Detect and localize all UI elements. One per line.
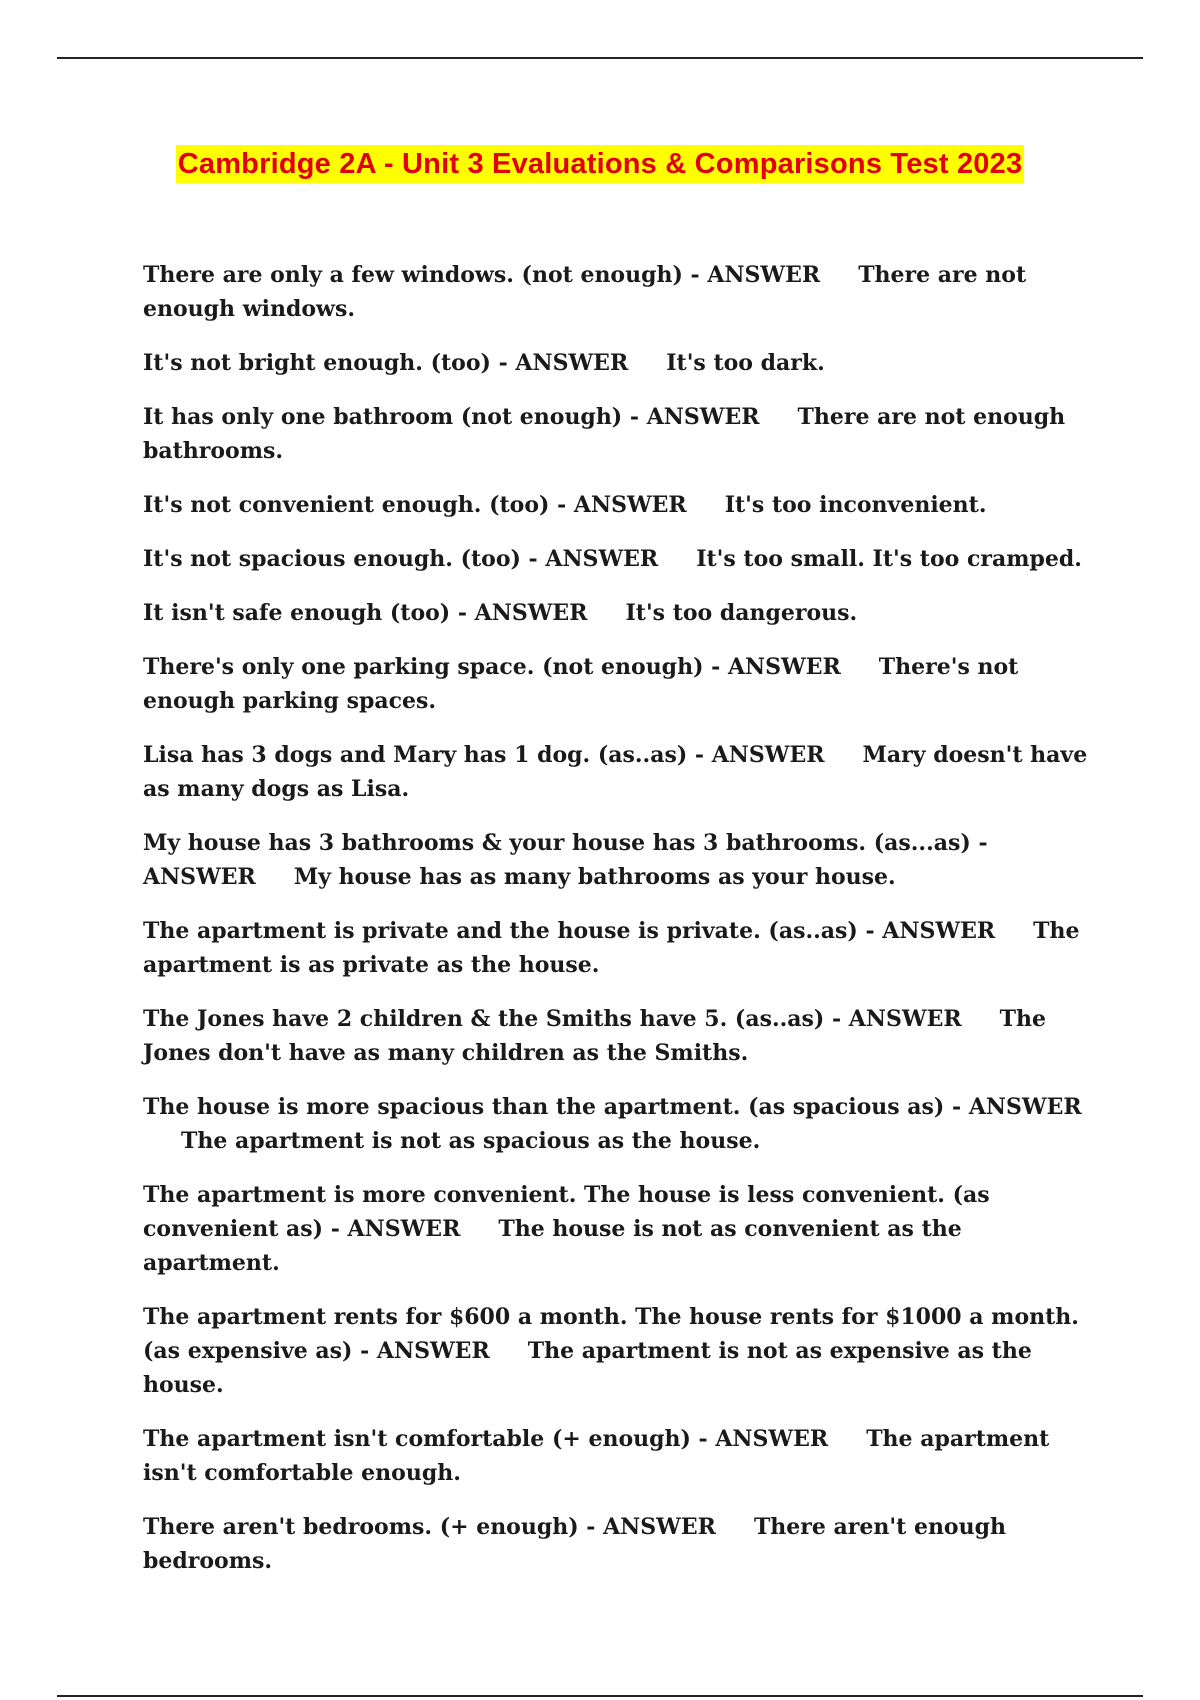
qa-item (143, 488, 1095, 522)
answer-text: It's too dark. (666, 350, 825, 376)
answer-text: There are not enough bathrooms. (143, 404, 1066, 464)
qa-item (143, 1300, 1095, 1402)
qa-item (143, 1422, 1095, 1490)
qa-item (143, 1510, 1095, 1578)
qa-item (143, 258, 1095, 326)
qa-item (143, 1090, 1095, 1158)
answer-text: The apartment is not as expensive as the house. (143, 1338, 1032, 1398)
answer-label: ANSWER (545, 546, 659, 572)
title-container (0, 145, 1200, 183)
answer-label: ANSWER (707, 262, 821, 288)
answer-label: ANSWER (474, 600, 588, 626)
answer-label: ANSWER (573, 492, 687, 518)
bottom-divider (57, 1695, 1143, 1697)
answer-label: ANSWER (711, 742, 825, 768)
answer-label: ANSWER (727, 654, 841, 680)
answer-text: There aren't enough bedrooms. (143, 1514, 1006, 1574)
answer-text: It's too dangerous. (625, 600, 858, 626)
answer-text: There are not enough windows. (143, 262, 1027, 322)
answer-text: Mary doesn't have as many dogs as Lisa. (143, 742, 1088, 802)
answer-text: The Jones don't have as many children as the Smiths. (143, 1006, 1046, 1066)
answer-label: ANSWER (376, 1338, 490, 1364)
question-text: There are only a few windows. (not enough) - (143, 262, 700, 288)
answer-label: ANSWER (715, 1426, 829, 1452)
question-text: The apartment rents for $600 a month. The house rents for $1000 a month. (as expensive as) - (143, 1304, 1079, 1364)
document-title: Cambridge 2A - Unit 3 Evaluations & Comparisons Test 2023 (176, 145, 1025, 183)
answer-label: ANSWER (968, 1094, 1082, 1120)
question-text: It's not convenient enough. (too) - (143, 492, 567, 518)
question-text: The house is more spacious than the apartment. (as spacious as) - (143, 1094, 962, 1120)
question-text: It has only one bathroom (not enough) - (143, 404, 640, 430)
qa-item (143, 914, 1095, 982)
answer-label: ANSWER (603, 1514, 716, 1540)
answer-text: It's too small. It's too cramped. (696, 546, 1082, 572)
answer-text: The house is not as convenient as the apartment. (143, 1216, 962, 1276)
qa-item (143, 596, 1095, 630)
qa-item (143, 542, 1095, 576)
qa-item (143, 1178, 1095, 1280)
question-text: There's only one parking space. (not enough) - (143, 654, 721, 680)
question-text: The Jones have 2 children & the Smiths have 5. (as..as) - (143, 1006, 842, 1032)
question-text: It isn't safe enough (too) - (143, 600, 467, 626)
answer-text: It's too inconvenient. (724, 492, 987, 518)
qa-list (143, 258, 1095, 1598)
question-text: It's not spacious enough. (too) - (143, 546, 538, 572)
question-text: The apartment isn't comfortable (+ enough) - (143, 1426, 708, 1452)
answer-label: ANSWER (143, 864, 256, 890)
question-text: Lisa has 3 dogs and Mary has 1 dog. (as..as) - (143, 742, 705, 768)
qa-item (143, 400, 1095, 468)
qa-item (143, 826, 1095, 894)
answer-label: ANSWER (646, 404, 760, 430)
qa-item (143, 650, 1095, 718)
answer-label: ANSWER (882, 918, 996, 944)
answer-text: The apartment isn't comfortable enough. (143, 1426, 1050, 1486)
qa-item (143, 738, 1095, 806)
answer-label: ANSWER (515, 350, 629, 376)
question-text: My house has 3 bathrooms & your house has 3 bathrooms. (as...as) - (143, 830, 988, 856)
qa-item (143, 346, 1095, 380)
answer-label: ANSWER (347, 1216, 461, 1242)
answer-text: The apartment is not as spacious as the house. (181, 1128, 761, 1154)
answer-text: The apartment is as private as the house. (143, 918, 1080, 978)
answer-text: My house has as many bathrooms as your house. (293, 864, 896, 890)
question-text: It's not bright enough. (too) - (143, 350, 508, 376)
question-text: The apartment is more convenient. The house is less convenient. (as convenient as) - (143, 1182, 990, 1242)
question-text: There aren't bedrooms. (+ enough) - (143, 1514, 596, 1540)
qa-item (143, 1002, 1095, 1070)
answer-text: There's not enough parking spaces. (143, 654, 1019, 714)
question-text: The apartment is private and the house is private. (as..as) - (143, 918, 875, 944)
answer-label: ANSWER (848, 1006, 962, 1032)
top-divider (57, 57, 1143, 59)
